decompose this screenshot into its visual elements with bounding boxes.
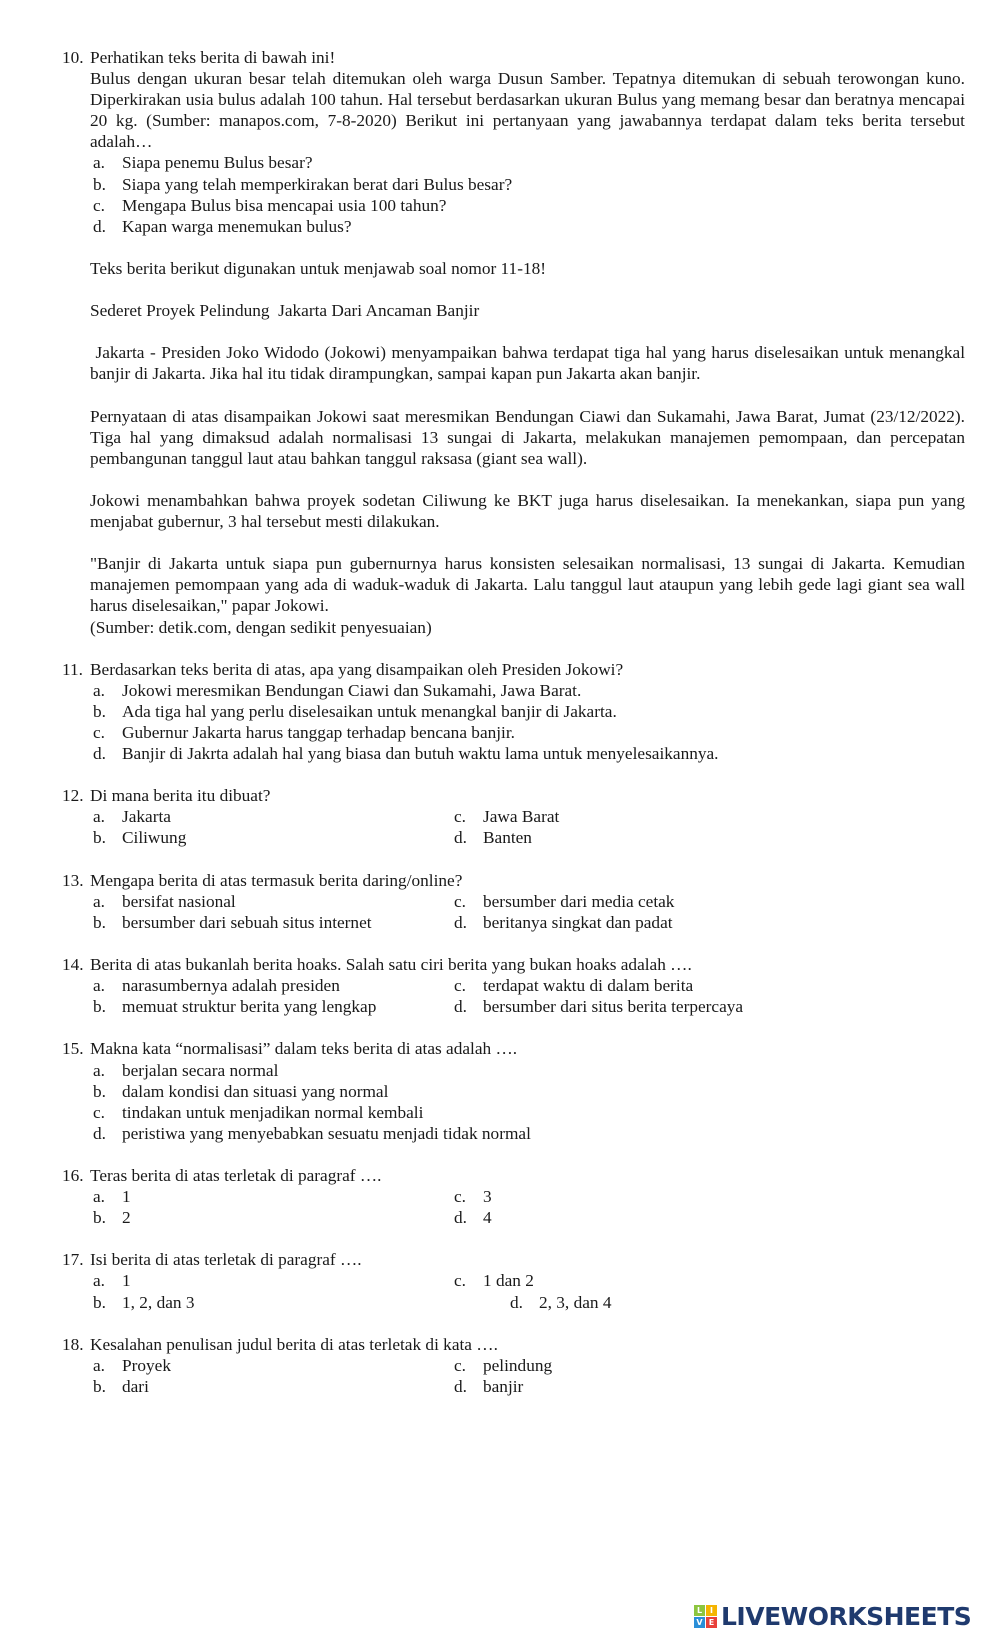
option-letter: d. <box>510 1292 523 1312</box>
option-text: Jakarta <box>122 807 171 827</box>
options-list <box>62 1060 965 1144</box>
question-stem-row <box>62 954 965 975</box>
option-b <box>93 174 965 195</box>
question-stem: Perhatikan teks berita di bawah ini! <box>90 48 336 67</box>
option-d <box>93 743 965 764</box>
option-text: bersumber dari situs berita terpercaya <box>483 997 744 1017</box>
option-text: Banten <box>483 828 532 848</box>
logo-text: LIVEWORKSHEETS <box>721 1601 972 1631</box>
option-c <box>454 1270 965 1291</box>
logo-block-e: E <box>706 1617 717 1628</box>
question-number: 11. <box>62 659 83 679</box>
options-list <box>62 891 965 933</box>
option-letter: c. <box>93 723 105 742</box>
option-text: Kapan warga menemukan bulus? <box>122 216 352 236</box>
option-c <box>454 1355 965 1376</box>
option-b <box>93 701 965 722</box>
option-letter: c. <box>454 1187 466 1207</box>
logo-block-i: I <box>706 1605 717 1616</box>
question-number: 17. <box>62 1250 84 1270</box>
news-intro: Teks berita berikut digunakan untuk menjawab soal nomor 11-18! <box>90 258 546 278</box>
question-stem: Kesalahan penulisan judul berita di atas terletak di kata …. <box>90 1334 498 1354</box>
option-text: Siapa yang telah memperkirakan berat dari Bulus besar? <box>122 174 513 194</box>
option-text: berjalan secara normal <box>122 1060 279 1080</box>
option-text: Siapa penemu Bulus besar? <box>122 153 313 173</box>
option-text: bersifat nasional <box>122 891 236 911</box>
question-number: 18. <box>62 1334 84 1354</box>
question-13 <box>62 870 965 933</box>
option-d <box>454 827 965 848</box>
option-text: bersumber dari media cetak <box>483 891 675 911</box>
news-title: Sederet Proyek Pelindung Jakarta Dari Ancaman Banjir <box>90 301 480 321</box>
option-b <box>93 827 454 848</box>
worksheet <box>62 47 970 1418</box>
option-letter: b. <box>93 912 106 932</box>
option-c <box>454 1186 965 1207</box>
option-d <box>93 1123 965 1144</box>
option-text: Proyek <box>122 1355 171 1375</box>
question-stem: Berita di atas bukanlah berita hoaks. Salah satu ciri berita yang bukan hoaks adalah …. <box>90 955 692 975</box>
news-source: (Sumber: detik.com, dengan sedikit penyesuaian) <box>90 617 432 637</box>
option-letter: c. <box>454 1271 466 1291</box>
logo-blocks-icon <box>694 1605 717 1628</box>
option-b <box>93 1207 454 1228</box>
options-list <box>62 1355 965 1397</box>
option-letter: b. <box>93 1376 106 1396</box>
question-stem-row <box>62 659 965 680</box>
option-text: Ada tiga hal yang perlu diselesaikan untuk menangkal banjir di Jakarta. <box>122 701 617 721</box>
option-text: peristiwa yang menyebabkan sesuatu menjadi tidak normal <box>122 1123 531 1143</box>
option-c <box>93 195 965 216</box>
option-text: bersumber dari sebuah situs internet <box>122 912 372 932</box>
option-text: Mengapa Bulus bisa mencapai usia 100 tahun? <box>122 195 447 215</box>
option-b <box>93 996 454 1017</box>
option-text: tindakan untuk menjadikan normal kembali <box>122 1102 424 1122</box>
option-letter: d. <box>454 1376 467 1396</box>
option-letter: b. <box>93 174 106 194</box>
question-number: 15. <box>62 1039 84 1059</box>
option-text: 2, 3, dan 4 <box>539 1292 612 1312</box>
option-text: Banjir di Jakrta adalah hal yang biasa dan butuh waktu lama untuk menyelesaikannya. <box>122 744 719 764</box>
question-stem-row <box>62 870 965 891</box>
options-list <box>62 680 965 764</box>
option-letter: d. <box>454 912 467 932</box>
news-paragraph-1: Jakarta - Presiden Joko Widodo (Jokowi) menyampaikan bahwa terdapat tiga hal yang harus diselesaikan untuk menangkal banjir di Jakarta. Jika hal itu tidak dirampungkan, sampai kapan pun Jakarta akan banjir. <box>90 343 970 384</box>
option-text: narasumbernya adalah presiden <box>122 976 340 996</box>
question-stem: Di mana berita itu dibuat? <box>90 786 271 806</box>
option-text: Gubernur Jakarta harus tanggap terhadap bencana banjir. <box>122 723 515 742</box>
question-stem-row <box>62 1165 965 1186</box>
question-number: 13. <box>62 870 84 890</box>
option-text: 1 <box>122 1187 131 1207</box>
question-11 <box>62 659 965 764</box>
questions-list <box>62 659 965 1397</box>
option-letter: a. <box>93 153 105 173</box>
option-b <box>93 1292 454 1313</box>
question-number: 14. <box>62 955 84 975</box>
option-text: Jawa Barat <box>483 807 560 827</box>
option-letter: b. <box>93 701 106 721</box>
option-letter: a. <box>93 1355 105 1375</box>
option-text: 1, 2, dan 3 <box>122 1292 195 1312</box>
option-c <box>93 722 965 743</box>
question-16 <box>62 1165 965 1228</box>
question-17 <box>62 1249 965 1312</box>
news-paragraph-2: Pernyataan di atas disampaikan Jokowi saat meresmikan Bendungan Ciawi dan Sukamahi, Jawa Barat, Jumat (23/12/2022). Tiga hal yang dimaksud adalah normalisasi 13 sungai di Jakarta, melakukan manajemen pemompaan, dan percepatan pembangunan tanggul laut atau bahkan tanggul raksasa (giant sea wall). <box>90 406 965 468</box>
option-d <box>454 912 965 933</box>
option-d <box>93 216 965 237</box>
option-a <box>93 1270 454 1291</box>
option-letter: d. <box>454 828 467 848</box>
option-b <box>93 912 454 933</box>
option-letter: c. <box>454 1355 466 1375</box>
news-article <box>62 258 970 638</box>
question-stem-row <box>62 785 965 806</box>
liveworksheets-logo <box>694 1601 972 1631</box>
option-text: 1 <box>122 1271 131 1291</box>
option-text: pelindung <box>483 1355 553 1375</box>
option-a <box>93 975 454 996</box>
option-letter: c. <box>454 891 466 911</box>
option-letter: a. <box>93 680 105 700</box>
option-d <box>454 1207 965 1228</box>
option-a <box>93 680 965 701</box>
option-a <box>93 152 965 173</box>
option-letter: d. <box>454 1208 467 1228</box>
question-stem-row <box>62 1334 965 1355</box>
option-text: dalam kondisi dan situasi yang normal <box>122 1081 389 1101</box>
options-list <box>62 975 965 1017</box>
option-letter: a. <box>93 976 105 996</box>
option-c <box>93 1102 965 1123</box>
news-paragraph-3: Jokowi menambahkan bahwa proyek sodetan Ciliwung ke BKT juga harus diselesaikan. Ia menekankan, siapa pun yang menjabat gubernur, 3 hal tersebut mesti dilakukan. <box>90 490 965 532</box>
option-letter: d. <box>454 997 467 1017</box>
options-list <box>62 1186 965 1228</box>
question-14 <box>62 954 965 1017</box>
question-number: 10. <box>62 48 84 67</box>
question-stem: Teras berita di atas terletak di paragraf …. <box>90 1165 382 1185</box>
question-stem-row <box>62 1038 965 1059</box>
option-letter: d. <box>93 216 106 236</box>
option-text: 4 <box>483 1208 492 1228</box>
option-letter: b. <box>93 1292 106 1312</box>
option-letter: c. <box>454 807 466 827</box>
options-list <box>62 152 965 236</box>
question-number: 12. <box>62 786 84 806</box>
option-c <box>454 891 965 912</box>
option-text: 2 <box>122 1208 131 1228</box>
option-text: Ciliwung <box>122 828 187 848</box>
option-letter: c. <box>454 976 466 996</box>
option-text: terdapat waktu di dalam berita <box>483 976 694 996</box>
option-text: Jokowi meresmikan Bendungan Ciawi dan Sukamahi, Jawa Barat. <box>122 680 582 700</box>
option-text: memuat struktur berita yang lengkap <box>122 997 377 1017</box>
option-b <box>93 1376 454 1397</box>
option-letter: b. <box>93 997 106 1017</box>
option-text: 3 <box>483 1187 492 1207</box>
option-text: beritanya singkat dan padat <box>483 912 673 932</box>
question-stem: Berdasarkan teks berita di atas, apa yang disampaikan oleh Presiden Jokowi? <box>90 659 624 679</box>
option-a <box>93 1060 965 1081</box>
option-d <box>454 1376 965 1397</box>
option-letter: c. <box>93 195 105 215</box>
question-stem: Mengapa berita di atas termasuk berita daring/online? <box>90 870 463 890</box>
question-10 <box>62 47 965 237</box>
option-c <box>454 806 965 827</box>
options-list <box>62 1270 965 1312</box>
question-15 <box>62 1038 965 1143</box>
option-letter: a. <box>93 1187 105 1207</box>
option-letter: d. <box>93 1123 106 1143</box>
question-18 <box>62 1334 965 1397</box>
option-d <box>454 996 965 1017</box>
option-letter: c. <box>93 1102 105 1122</box>
question-passage: Bulus dengan ukuran besar telah ditemukan oleh warga Dusun Samber. Tepatnya ditemukan di sebuah terowongan kuno. Diperkirakan usia bulus adalah 100 tahun. Hal tersebut berdasarkan ukuran Bulus yang memang besar dan beratnya mencapai 20 kg. (Sumber: manapos.com, 7-8-2020) Berikut ini pertanyaan yang jawabannya terdapat dalam teks berita tersebut adalah… <box>90 69 965 152</box>
options-list <box>62 806 965 848</box>
question-stem: Makna kata “normalisasi” dalam teks berita di atas adalah …. <box>90 1039 518 1059</box>
option-d <box>454 1292 965 1313</box>
option-letter: b. <box>93 1081 106 1101</box>
option-letter: a. <box>93 807 105 827</box>
option-letter: b. <box>93 828 106 848</box>
question-12 <box>62 785 965 848</box>
option-letter: b. <box>93 1208 106 1228</box>
option-text: dari <box>122 1376 149 1396</box>
question-number: 16. <box>62 1165 84 1185</box>
option-a <box>93 1355 454 1376</box>
logo-block-v: V <box>694 1617 705 1628</box>
option-letter: d. <box>93 744 106 764</box>
news-paragraph-4: "Banjir di Jakarta untuk siapa pun gubernurnya harus konsisten selesaikan normalisasi, 13 sungai di Jakarta. Kemudian manajemen pemompaan yang ada di waduk-waduk di Jakarta. Lalu tanggul laut ataupun yang lebih gede lagi giant sea wall harus diselesaikan," papar Jokowi. <box>90 554 965 616</box>
option-a <box>93 891 454 912</box>
option-letter: a. <box>93 1060 105 1080</box>
question-stem-row <box>62 1249 965 1270</box>
option-letter: a. <box>93 1271 105 1291</box>
option-c <box>454 975 965 996</box>
option-text: banjir <box>483 1376 524 1396</box>
option-a <box>93 806 454 827</box>
option-a <box>93 1186 454 1207</box>
option-letter: a. <box>93 891 105 911</box>
question-stem: Isi berita di atas terletak di paragraf …. <box>90 1250 362 1270</box>
option-text: 1 dan 2 <box>483 1271 534 1291</box>
option-b <box>93 1081 965 1102</box>
logo-block-l: L <box>694 1605 705 1616</box>
